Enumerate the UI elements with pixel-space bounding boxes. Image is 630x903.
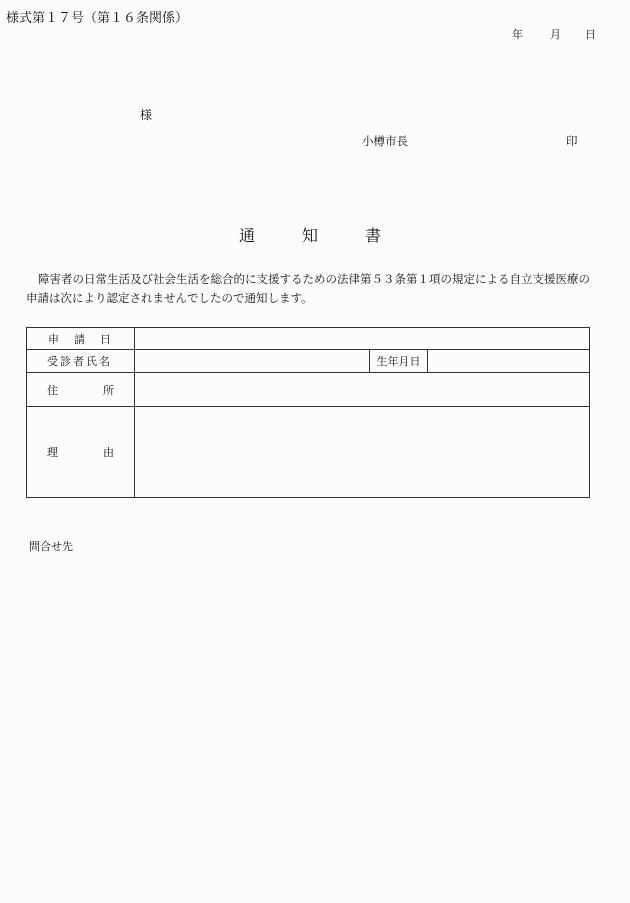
recipient-suffix: 様 <box>140 108 153 122</box>
patient-name-field[interactable] <box>135 350 370 373</box>
info-table <box>26 327 590 498</box>
label-char: 所 <box>103 383 114 397</box>
label-char: 日 <box>100 332 111 346</box>
form-number: 様式第１７号（第１６条関係） <box>6 11 189 26</box>
label-char: 申 <box>48 332 59 346</box>
title-char-2: 知 <box>302 226 319 245</box>
seal-mark: 印 <box>566 134 578 148</box>
application-date-label <box>27 328 135 350</box>
reason-field[interactable] <box>135 407 590 498</box>
address-label <box>27 373 135 407</box>
date-month-label: 月 <box>550 28 561 41</box>
row-application-date <box>27 328 590 350</box>
reason-label <box>27 407 135 498</box>
row-address <box>27 373 590 407</box>
title-char-1: 通 <box>239 226 256 245</box>
title-char-3: 書 <box>365 226 382 245</box>
label-char: 理 <box>47 446 58 459</box>
label-char: 由 <box>103 446 114 459</box>
label-char: 住 <box>47 383 58 397</box>
inquiry-label: 問合せ先 <box>29 540 73 553</box>
birth-date-label: 生年月日 <box>370 350 428 373</box>
patient-name-label <box>27 350 135 373</box>
address-field[interactable] <box>135 373 590 407</box>
patient-name-label-text: 受診者氏名 <box>47 355 112 368</box>
row-reason <box>27 407 590 498</box>
row-patient <box>27 350 590 373</box>
date-year-label: 年 <box>512 28 523 41</box>
application-date-field[interactable] <box>135 328 590 350</box>
issuer-name: 小樽市長 <box>362 134 408 148</box>
date-day-label: 日 <box>585 28 596 41</box>
label-char: 請 <box>74 332 85 346</box>
birth-date-field[interactable] <box>428 350 590 373</box>
notice-body: 障害者の日常生活及び社会生活を総合的に支援するための法律第５３条第１項の規定による自立支援医療の申請は次により認定されませんでしたので通知します。 <box>26 272 590 305</box>
